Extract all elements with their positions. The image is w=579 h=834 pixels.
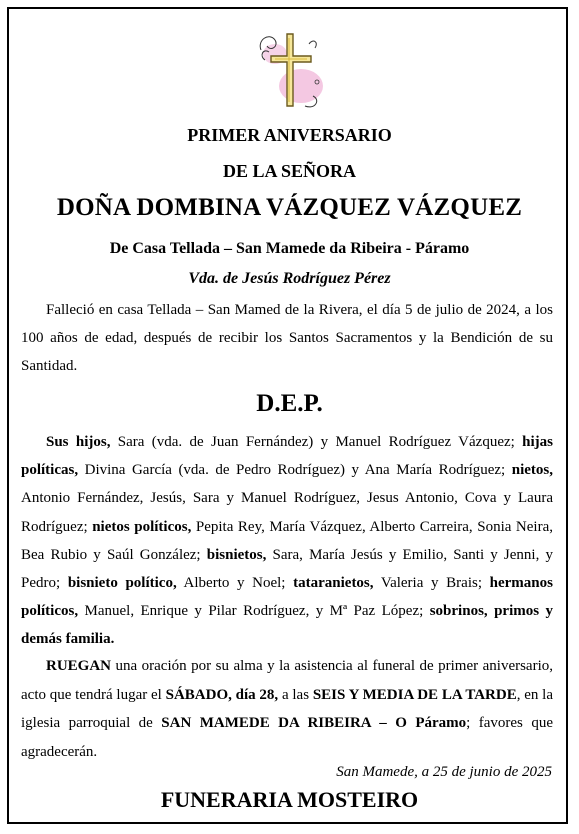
funeral-home-name: FUNERARIA MOSTEIRO [160, 787, 419, 812]
notice-date: San Mamede, a 25 de junio de 2025 [336, 764, 552, 780]
cross-icon [255, 26, 325, 112]
family-label: hermanos políticos, [21, 575, 553, 620]
family-label: sobrinos, primos y demás familia. [21, 603, 553, 648]
family-members: Pepita Rey, María Vázquez, Alberto Carreira, Sonia Neira, Bea Rubio y Saúl González; [21, 518, 553, 563]
request-text: ; favores que agradecerán. [21, 715, 553, 760]
widow-line: Vda. de Jesús Rodríguez Pérez [188, 270, 391, 287]
family-members: Valeria y Brais; [373, 575, 490, 592]
deceased-name: DOÑA DOMBINA VÁZQUEZ VÁZQUEZ [56, 194, 523, 221]
family-label: nietos, [511, 462, 553, 479]
request-text: , en la iglesia parroquial de [21, 686, 554, 731]
family-members: Manuel, Enrique y Pilar Rodríguez, y Mª Paz López; [78, 603, 430, 620]
family-label: Sus hijos, [46, 434, 111, 450]
family-members: Sara, María Jesús y Emilio, Santi y Jenni, y Pedro; [21, 546, 553, 592]
dep-heading: D.E.P. [256, 390, 323, 417]
family-label: bisnietos, [206, 546, 267, 563]
request-emphasis: SEIS Y MEDIA DE LA TARDE [312, 686, 517, 703]
family-members: Sara (vda. de Juan Fernández) y Manuel Rodríguez Vázquez; [110, 434, 523, 450]
request-emphasis: SAN MAMEDE DA RIBEIRA – O Páramo [161, 715, 467, 731]
family-label: nietos políticos, [92, 518, 192, 535]
family-members: Antonio Fernández, Jesús, Sara y Manuel Rodríguez, Jesus Antonio, Cova y Laura Rodríguez; [21, 490, 553, 535]
request-text: a las [278, 686, 313, 703]
request-text: una oración por su alma y la asistencia al funeral de primer aniversario, acto que tendrá lugar el [21, 658, 553, 703]
family-label: hijas políticas, [21, 434, 553, 479]
family-paragraph [21, 428, 553, 654]
family-label: tataranietos, [293, 575, 374, 592]
lady-subtitle: DE LA SEÑORA [222, 161, 357, 181]
funeral-request [21, 652, 553, 766]
origin-line: De Casa Tellada – San Mamede da Ribeira - Páramo [109, 240, 470, 257]
family-members: Divina García (vda. de Pedro Rodríguez) y Ana María Rodríguez; [78, 462, 512, 479]
anniversary-title: PRIMER ANIVERSARIO [187, 125, 392, 145]
death-announcement: Falleció en casa Tellada – San Mamed de la Rivera, el día 5 de julio de 2024, a los 100 años de edad, después de recibir los Santos Sacramentos y la Bendición de su Santidad. [21, 302, 553, 374]
family-members: Alberto y Noel; [176, 575, 294, 592]
request-emphasis: SÁBADO, día 28, [165, 686, 279, 703]
request-emphasis: RUEGAN [46, 658, 112, 674]
family-label: bisnieto político, [67, 575, 177, 592]
